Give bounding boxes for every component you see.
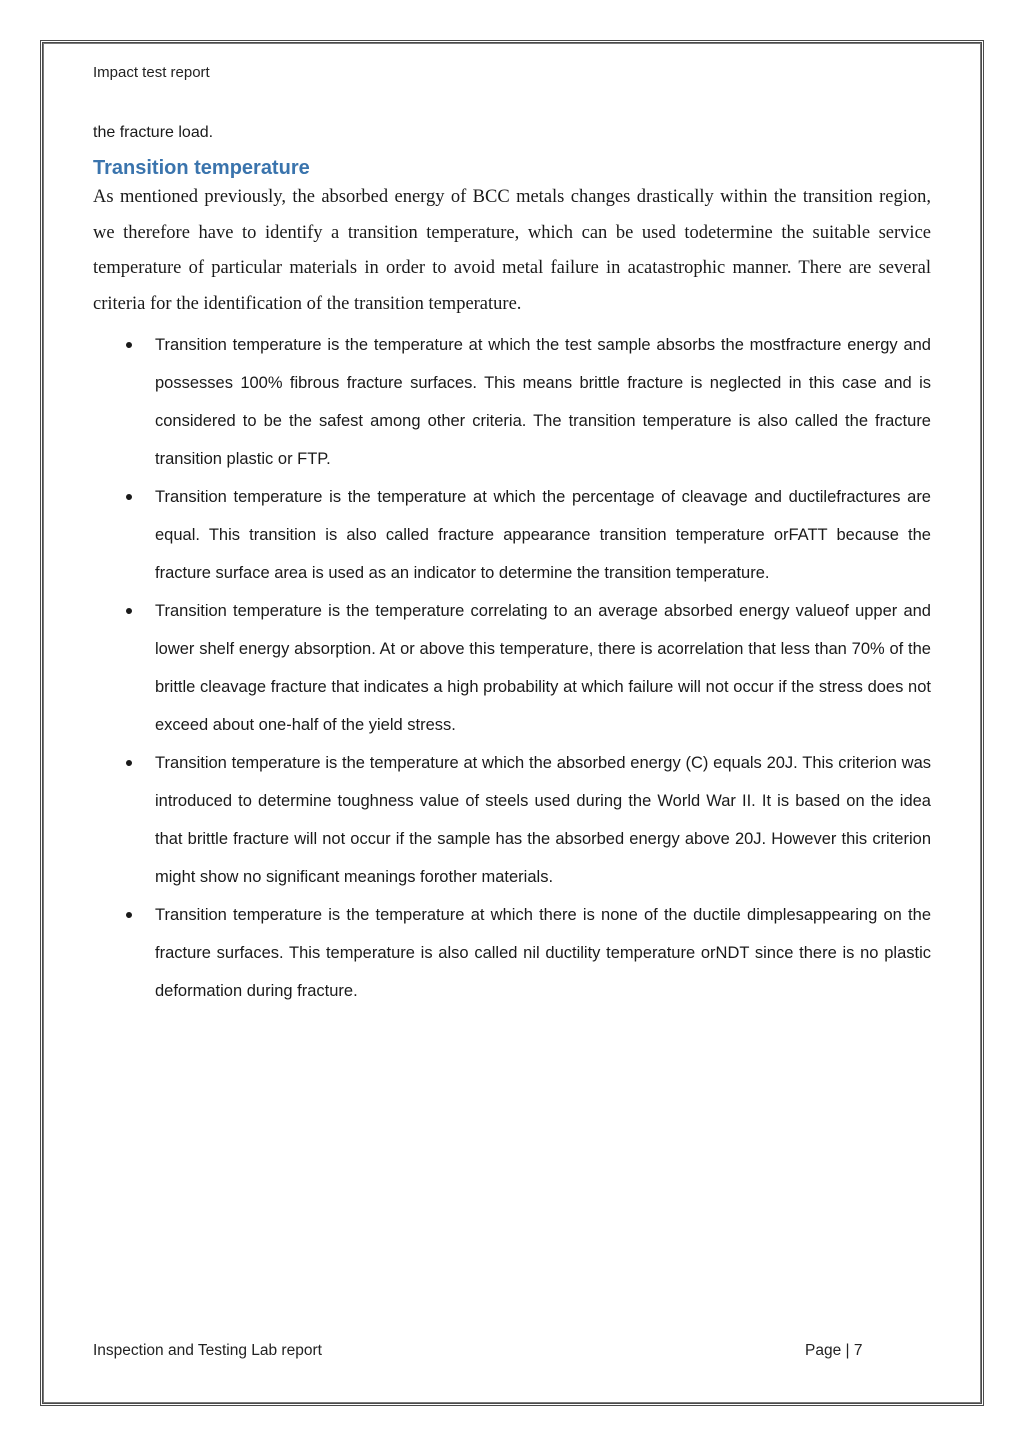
page-content	[93, 124, 931, 1010]
bullet-icon	[126, 494, 132, 500]
list-item-text: Transition temperature is the temperature correlating to an average absorbed energy valueof upper and lower shelf energy absorption. At or above this temperature, there is acorrelation that less than 70% of the brittle cleavage fracture that indicates a high probability at which failure will not occur if the stress does not exceed about one-half of the yield stress.	[155, 602, 931, 734]
list-item	[93, 478, 931, 592]
criteria-list	[93, 326, 931, 1010]
section-heading: Transition temperature	[93, 157, 310, 179]
bullet-icon	[126, 760, 132, 766]
bullet-icon	[126, 912, 132, 918]
intro-paragraph: As mentioned previously, the absorbed energy of BCC metals changes drastically within the transition region, we therefore have to identify a transition temperature, which can be used todetermine the suitable service temperature of particular materials in order to avoid metal failure in acatastrophic manner. There are several criteria for the identification of the transition temperature.	[93, 187, 931, 314]
running-header: Impact test report	[93, 64, 210, 81]
bullet-icon	[126, 342, 132, 348]
list-item	[93, 896, 931, 1010]
list-item-text: Transition temperature is the temperature at which the percentage of cleavage and ductilefractures are equal. This transition is also called fracture appearance transition temperature orFATT because the fracture surface area is used as an indicator to determine the transition temperature.	[155, 488, 931, 582]
lead-text: the fracture load.	[93, 124, 214, 141]
list-item-text: Transition temperature is the temperature at which the test sample absorbs the mostfracture energy and possesses 100% fibrous fracture surfaces. This means brittle fracture is neglected in this case and is considered to be the safest among other criteria. The transition temperature is also called the fracture transition plastic or FTP.	[155, 336, 931, 468]
footer-report-title: Inspection and Testing Lab report	[93, 1342, 322, 1359]
list-item	[93, 744, 931, 896]
list-item-text: Transition temperature is the temperature at which there is none of the ductile dimplesappearing on the fracture surfaces. This temperature is also called nil ductility temperature orNDT since there is no plastic deformation during fracture.	[155, 906, 931, 1000]
list-item-text: Transition temperature is the temperature at which the absorbed energy (C) equals 20J. This criterion was introduced to determine toughness value of steels used during the World War II. It is based on the idea that brittle fracture will not occur if the sample has the absorbed energy above 20J. However this criterion might show no significant meanings forother materials.	[155, 754, 931, 886]
list-item	[93, 326, 931, 478]
list-item	[93, 592, 931, 744]
bullet-icon	[126, 608, 132, 614]
footer-page-number: Page | 7	[805, 1342, 863, 1359]
